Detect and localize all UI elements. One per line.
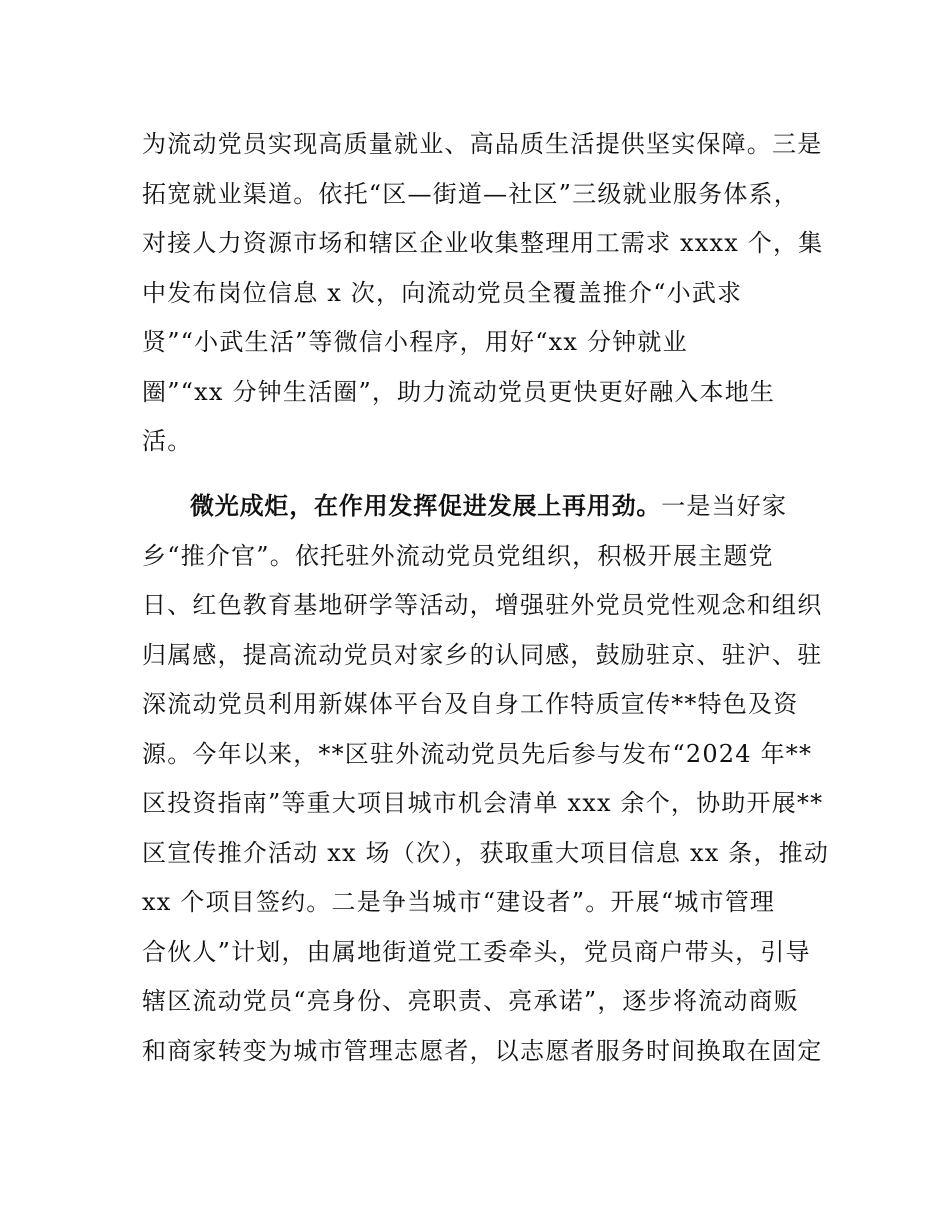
paragraph-line: 贤”“小武生活”等微信小程序，用好“xx 分钟就业 [142, 328, 688, 356]
section-heading: 微光成炬，在作用发挥促进发展上再用劲。 [190, 492, 662, 520]
paragraph-line: 辖区流动党员“亮身份、亮职责、亮承诺”，逐步将流动商贩 [142, 987, 799, 1015]
paragraph-role-development [142, 482, 830, 1076]
paragraph-first-line [142, 482, 822, 532]
paragraph-line: 区宣传推介活动 xx 场（次），获取重大项目信息 xx 条，推动 [142, 838, 830, 867]
paragraph-line: 深流动党员利用新媒体平台及自身工作特质宣传**特色及资 [142, 690, 799, 718]
paragraph-line: 对接人力资源市场和辖区企业收集整理用工需求 xxxx 个，集 [142, 229, 824, 257]
heading-trailing-text: 一是当好家 [661, 492, 788, 520]
paragraph-employment [142, 120, 822, 467]
paragraph-line: 源。今年以来，**区驻外流动党员先后参与发布“2024 年** [142, 739, 813, 768]
paragraph-line: 中发布岗位信息 x 次，向流动党员全覆盖推介“小武求 [142, 278, 743, 307]
paragraph-line: 和商家转变为城市管理志愿者，以志愿者服务时间换取在固定 [142, 1036, 823, 1065]
paragraph-line: 活。 [142, 427, 193, 455]
paragraph-line: 合伙人”计划，由属地街道党工委牵头，党员商户带头，引导 [142, 937, 811, 966]
paragraph-line: 归属感，提高流动党员对家乡的认同感，鼓励驻京、驻沪、驻 [142, 640, 823, 669]
paragraph-line: 拓宽就业渠道。依托“区—街道—社区”三级就业服务体系， [142, 179, 799, 208]
paragraph-line: 圈”“xx 分钟生活圈”，助力流动党员更快更好融入本地生 [142, 377, 776, 406]
paragraph-line: xx 个项目签约。二是争当城市“建设者”。开展“城市管理 [142, 888, 776, 916]
paragraph-line: 为流动党员实现高质量就业、高品质生活提供坚实保障。三是 [142, 130, 823, 158]
paragraph-line: 区投资指南”等重大项目城市机会清单 xxx 余个，协助开展** [142, 789, 824, 817]
paragraph-line: 日、红色教育基地研学等活动，增强驻外党员党性观念和组织 [142, 591, 823, 619]
paragraph-line: 乡“推介官”。依托驻外流动党员党组织，积极开展主题党 [142, 541, 774, 570]
